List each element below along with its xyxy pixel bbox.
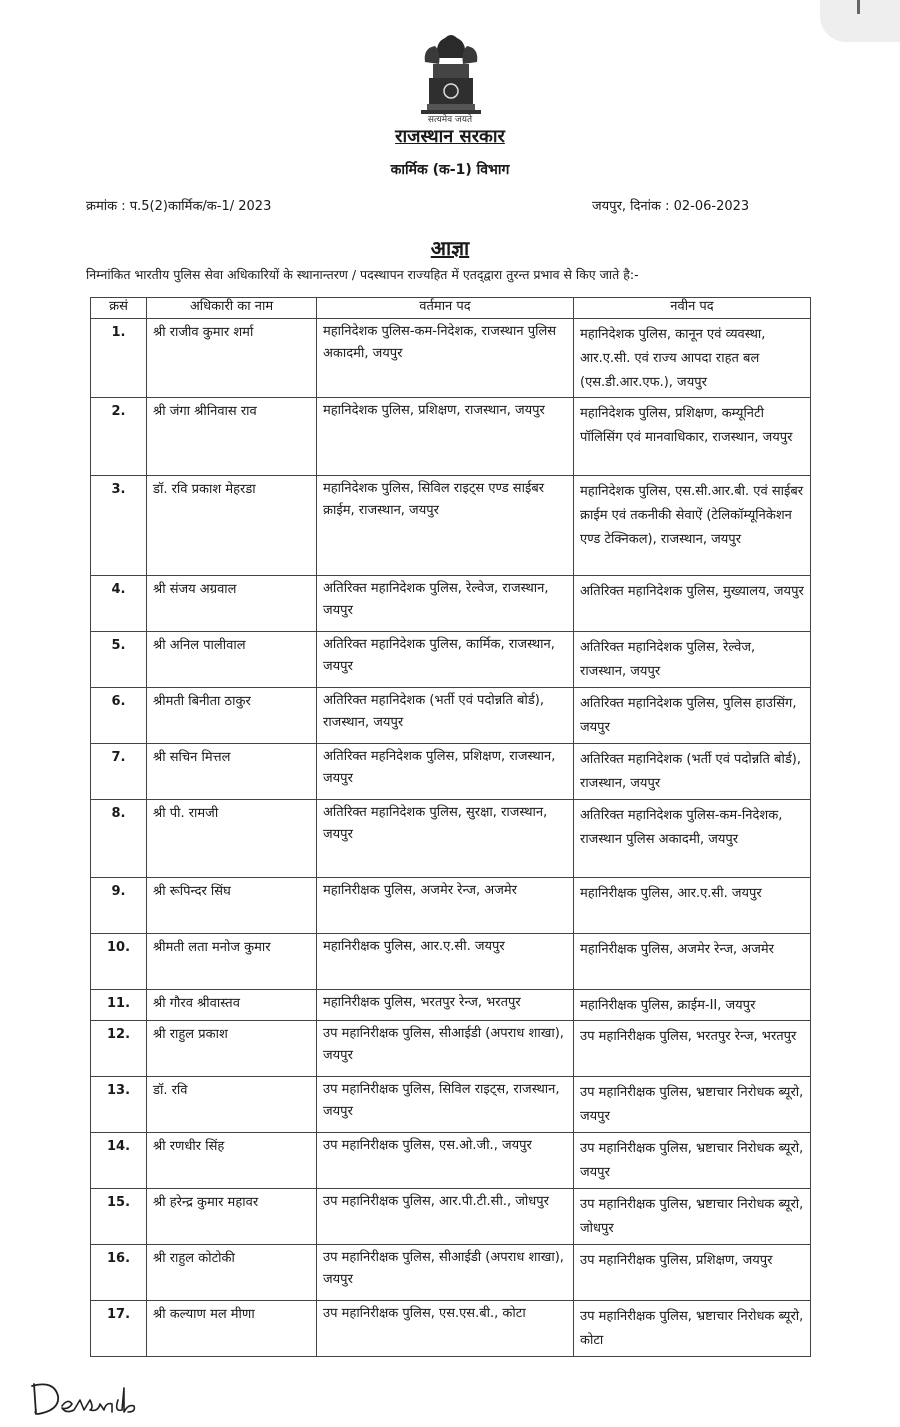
new-post: उप महानिरीक्षक पुलिस, भ्रष्टाचार निरोधक ब्यूरो, जोधपुर xyxy=(574,1189,811,1245)
officer-name: श्रीमती बिनीता ठाकुर xyxy=(147,688,317,744)
table-row xyxy=(91,1133,811,1189)
place-date: जयपुर, दिनांक : 02-06-2023 xyxy=(592,199,750,214)
order-intro: निम्नांकित भारतीय पुलिस सेवा अधिकारियों के स्थानान्तरण / पदस्थापन राज्यहित में एतद्‌द्वारा तुरन्त प्रभाव से किए जाते है:- xyxy=(86,267,639,282)
serial-number: 3. xyxy=(91,476,147,576)
table-row xyxy=(91,319,811,398)
officer-name: श्रीमती लता मनोज कुमार xyxy=(147,934,317,990)
header-officer-name: अधिकारी का नाम xyxy=(147,298,317,319)
table-row xyxy=(91,576,811,632)
table-row xyxy=(91,688,811,744)
new-post: महानिरीक्षक पुलिस, आर.ए.सी. जयपुर xyxy=(574,878,811,934)
handwritten-signature xyxy=(28,1378,140,1422)
table-row xyxy=(91,1021,811,1077)
current-post: उप महानिरीक्षक पुलिस, आर.पी.टी.सी., जोधपुर xyxy=(317,1189,574,1245)
current-post: अतिरिक्त महानिदेशक पुलिस, कार्मिक, राजस्थान, जयपुर xyxy=(317,632,574,688)
table-row xyxy=(91,398,811,476)
officer-name: श्री सचिन मित्तल xyxy=(147,744,317,800)
officer-name: श्री हरेन्द्र कुमार महावर xyxy=(147,1189,317,1245)
new-post: उप महानिरीक्षक पुलिस, भ्रष्टाचार निरोधक ब्यूरो, जयपुर xyxy=(574,1133,811,1189)
new-post: महानिरीक्षक पुलिस, अजमेर रेन्ज, अजमेर xyxy=(574,934,811,990)
officer-name: श्री जंगा श्रीनिवास राव xyxy=(147,398,317,476)
reference-number: क्रमांक : प.5(2)कार्मिक/क-1/ 2023 xyxy=(86,199,272,214)
current-post: महानिदेशक पुलिस-कम-निदेशक, राजस्थान पुलिस अकादमी, जयपुर xyxy=(317,319,574,398)
new-post: अतिरिक्त महानिदेशक पुलिस, पुलिस हाउसिंग, जयपुर xyxy=(574,688,811,744)
table-row xyxy=(91,632,811,688)
serial-number: 7. xyxy=(91,744,147,800)
serial-number: 10. xyxy=(91,934,147,990)
header-new-post: नवीन पद xyxy=(574,298,811,319)
current-post: उप महानिरीक्षक पुलिस, एस.एस.बी., कोटा xyxy=(317,1301,574,1357)
officer-name: श्री कल्याण मल मीणा xyxy=(147,1301,317,1357)
serial-number: 6. xyxy=(91,688,147,744)
current-post: महानिरीक्षक पुलिस, भरतपुर रेन्ज, भरतपुर xyxy=(317,990,574,1021)
header-current-post: वर्तमान पद xyxy=(317,298,574,319)
new-post: उप महानिरीक्षक पुलिस, भरतपुर रेन्ज, भरतपुर xyxy=(574,1021,811,1077)
table-row xyxy=(91,800,811,878)
officer-name: डॉ. रवि xyxy=(147,1077,317,1133)
current-post: अतिरिक्त महानिदेशक पुलिस, रेल्वेज, राजस्थान, जयपुर xyxy=(317,576,574,632)
current-post: उप महानिरीक्षक पुलिस, एस.ओ.जी., जयपुर xyxy=(317,1133,574,1189)
serial-number: 12. xyxy=(91,1021,147,1077)
table-row xyxy=(91,1301,811,1357)
new-post: अतिरिक्त महानिदेशक (भर्ती एवं पदोन्नति बोर्ड), राजस्थान, जयपुर xyxy=(574,744,811,800)
transfer-table xyxy=(90,297,811,1357)
table-header-row xyxy=(91,298,811,319)
department-title: कार्मिक (क-1) विभाग xyxy=(390,162,510,178)
current-post: महानिदेशक पुलिस, प्रशिक्षण, राजस्थान, जयपुर xyxy=(317,398,574,476)
serial-number: 16. xyxy=(91,1245,147,1301)
table-row xyxy=(91,1077,811,1133)
new-post: उप महानिरीक्षक पुलिस, भ्रष्टाचार निरोधक ब्यूरो, जयपुर xyxy=(574,1077,811,1133)
header-serial: क्रसं xyxy=(91,298,147,319)
serial-number: 8. xyxy=(91,800,147,878)
current-post: उप महानिरीक्षक पुलिस, सीआईडी (अपराध शाखा), जयपुर xyxy=(317,1245,574,1301)
officer-name: श्री रणधीर सिंह xyxy=(147,1133,317,1189)
government-title: राजस्थान सरकार xyxy=(395,126,505,147)
current-post: महानिरीक्षक पुलिस, आर.ए.सी. जयपुर xyxy=(317,934,574,990)
new-post: अतिरिक्त महानिदेशक पुलिस, रेल्वेज, राजस्थान, जयपुर xyxy=(574,632,811,688)
officer-name: डॉ. रवि प्रकाश मेहरडा xyxy=(147,476,317,576)
officer-name: श्री गौरव श्रीवास्तव xyxy=(147,990,317,1021)
serial-number: 1. xyxy=(91,319,147,398)
emblem-motto: सत्यमेव जयते xyxy=(427,115,473,125)
new-post: अतिरिक्त महानिदेशक पुलिस-कम-निदेशक, राजस्थान पुलिस अकादमी, जयपुर xyxy=(574,800,811,878)
serial-number: 5. xyxy=(91,632,147,688)
serial-number: 17. xyxy=(91,1301,147,1357)
officer-name: श्री राहुल कोटोकी xyxy=(147,1245,317,1301)
current-post: अतिरिक्त महनिदेशक पुलिस, प्रशिक्षण, राजस्थान, जयपुर xyxy=(317,744,574,800)
new-post: उप महानिरीक्षक पुलिस, भ्रष्टाचार निरोधक ब्यूरो, कोटा xyxy=(574,1301,811,1357)
table-row xyxy=(91,934,811,990)
national-emblem-icon xyxy=(415,28,487,124)
officer-name: श्री राहुल प्रकाश xyxy=(147,1021,317,1077)
serial-number: 4. xyxy=(91,576,147,632)
current-post: अतिरिक्त महानिदेशक (भर्ती एवं पदोन्नति बोर्ड), राजस्थान, जयपुर xyxy=(317,688,574,744)
page-corner-fold xyxy=(820,0,900,42)
new-post: उप महानिरीक्षक पुलिस, प्रशिक्षण, जयपुर xyxy=(574,1245,811,1301)
current-post: उप महानिरीक्षक पुलिस, सीआईडी (अपराध शाखा), जयपुर xyxy=(317,1021,574,1077)
new-post: महानिदेशक पुलिस, प्रशिक्षण, कम्यूनिटी पॉलिसिंग एवं मानवाधिकार, राजस्थान, जयपुर xyxy=(574,398,811,476)
serial-number: 14. xyxy=(91,1133,147,1189)
serial-number: 13. xyxy=(91,1077,147,1133)
table-row xyxy=(91,878,811,934)
table-row xyxy=(91,476,811,576)
current-post: उप महानिरीक्षक पुलिस, सिविल राइट्स, राजस्थान, जयपुर xyxy=(317,1077,574,1133)
page-corner-mark xyxy=(857,0,860,14)
new-post: अतिरिक्त महानिदेशक पुलिस, मुख्यालय, जयपुर xyxy=(574,576,811,632)
table-row xyxy=(91,1245,811,1301)
officer-name: श्री रूपिन्दर सिंघ xyxy=(147,878,317,934)
serial-number: 11. xyxy=(91,990,147,1021)
serial-number: 2. xyxy=(91,398,147,476)
current-post: महानिरीक्षक पुलिस, अजमेर रेन्ज, अजमेर xyxy=(317,878,574,934)
officer-name: श्री अनिल पालीवाल xyxy=(147,632,317,688)
officer-name: श्री पी. रामजी xyxy=(147,800,317,878)
current-post: महानिदेशक पुलिस, सिविल राइट्स एण्ड साईबर क्राईम, राजस्थान, जयपुर xyxy=(317,476,574,576)
new-post: महानिरीक्षक पुलिस, क्राईम-II, जयपुर xyxy=(574,990,811,1021)
current-post: अतिरिक्त महानिदेशक पुलिस, सुरक्षा, राजस्थान, जयपुर xyxy=(317,800,574,878)
order-title: आज्ञा xyxy=(430,236,470,260)
table-row xyxy=(91,744,811,800)
new-post: महानिदेशक पुलिस, कानून एवं व्यवस्था, आर.ए.सी. एवं राज्य आपदा राहत बल (एस.डी.आर.एफ.), जयपुर xyxy=(574,319,811,398)
table-row xyxy=(91,1189,811,1245)
serial-number: 15. xyxy=(91,1189,147,1245)
officer-name: श्री राजीव कुमार शर्मा xyxy=(147,319,317,398)
new-post: महानिदेशक पुलिस, एस.सी.आर.बी. एवं साईबर क्राईम एवं तकनीकी सेवाऐं (टेलिकॉम्यूनिकेशन एण्ड टेक्निकल), राजस्थान, जयपुर xyxy=(574,476,811,576)
table-row xyxy=(91,990,811,1021)
serial-number: 9. xyxy=(91,878,147,934)
officer-name: श्री संजय अग्रवाल xyxy=(147,576,317,632)
